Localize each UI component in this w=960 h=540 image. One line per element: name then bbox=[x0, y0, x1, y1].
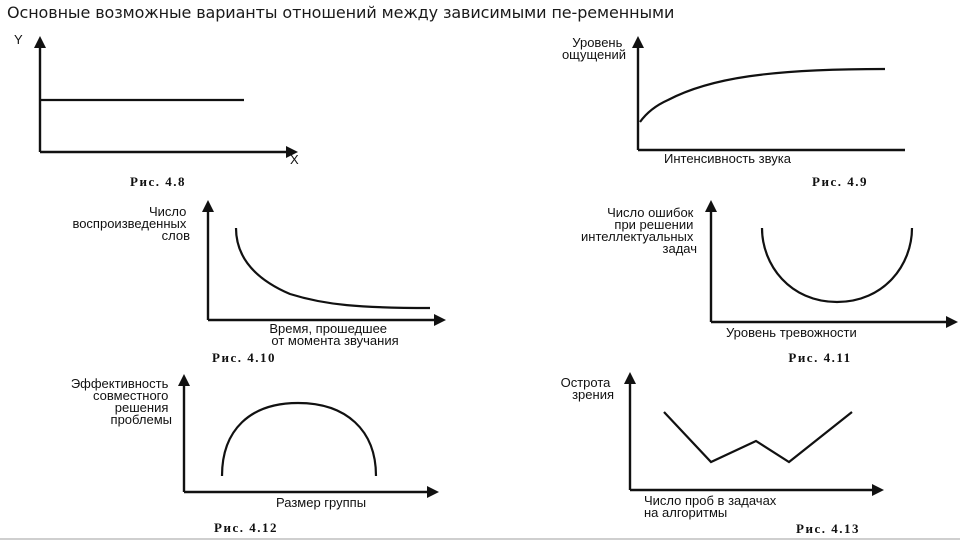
y-axis-label: Уровень ощущений bbox=[561, 35, 626, 62]
y-axis-label: Число воспроизведенных слов bbox=[72, 204, 190, 243]
figure-caption: Рис. 4.9 bbox=[812, 174, 868, 189]
y-axis-label: Эффективность совместного решения проблемы bbox=[70, 376, 172, 427]
figure-4-9 bbox=[562, 35, 905, 189]
figure-4-13 bbox=[561, 375, 878, 536]
x-axis-label: Уровень тревожности bbox=[726, 325, 857, 340]
x-axis-label: X bbox=[290, 152, 299, 167]
figure-4-11 bbox=[581, 205, 952, 365]
curve-inverted-u bbox=[222, 403, 376, 476]
figure-4-12 bbox=[71, 376, 433, 535]
x-axis-label: Число проб в задачах на алгоритмы bbox=[644, 493, 777, 520]
figure-4-8 bbox=[14, 32, 299, 189]
figure-caption: Рис. 4.12 bbox=[214, 520, 278, 535]
x-axis-label: Интенсивность звука bbox=[664, 151, 791, 166]
y-axis-label: Число ошибок при решении интеллектуальных задач bbox=[581, 205, 697, 256]
x-axis-label: Время, прошедшее от момента звучания bbox=[269, 321, 399, 348]
curve-decaying bbox=[236, 228, 430, 308]
curve-w-shaped bbox=[664, 412, 852, 462]
curve-rising-saturating bbox=[640, 69, 885, 122]
figure-caption: Рис. 4.10 bbox=[212, 350, 276, 365]
curve-u-shaped bbox=[762, 228, 912, 302]
y-axis-label: Острота зрения bbox=[560, 375, 614, 402]
figure-caption: Рис. 4.13 bbox=[796, 521, 860, 536]
y-axis-label: Y bbox=[14, 32, 23, 47]
figure-4-10 bbox=[72, 204, 440, 365]
x-axis-label: Размер группы bbox=[276, 495, 367, 510]
page-title: Основные возможные варианты отношений между зависимыми пе-ременными bbox=[7, 3, 675, 22]
figure-caption: Рис. 4.11 bbox=[788, 350, 852, 365]
figure-caption: Рис. 4.8 bbox=[130, 174, 186, 189]
